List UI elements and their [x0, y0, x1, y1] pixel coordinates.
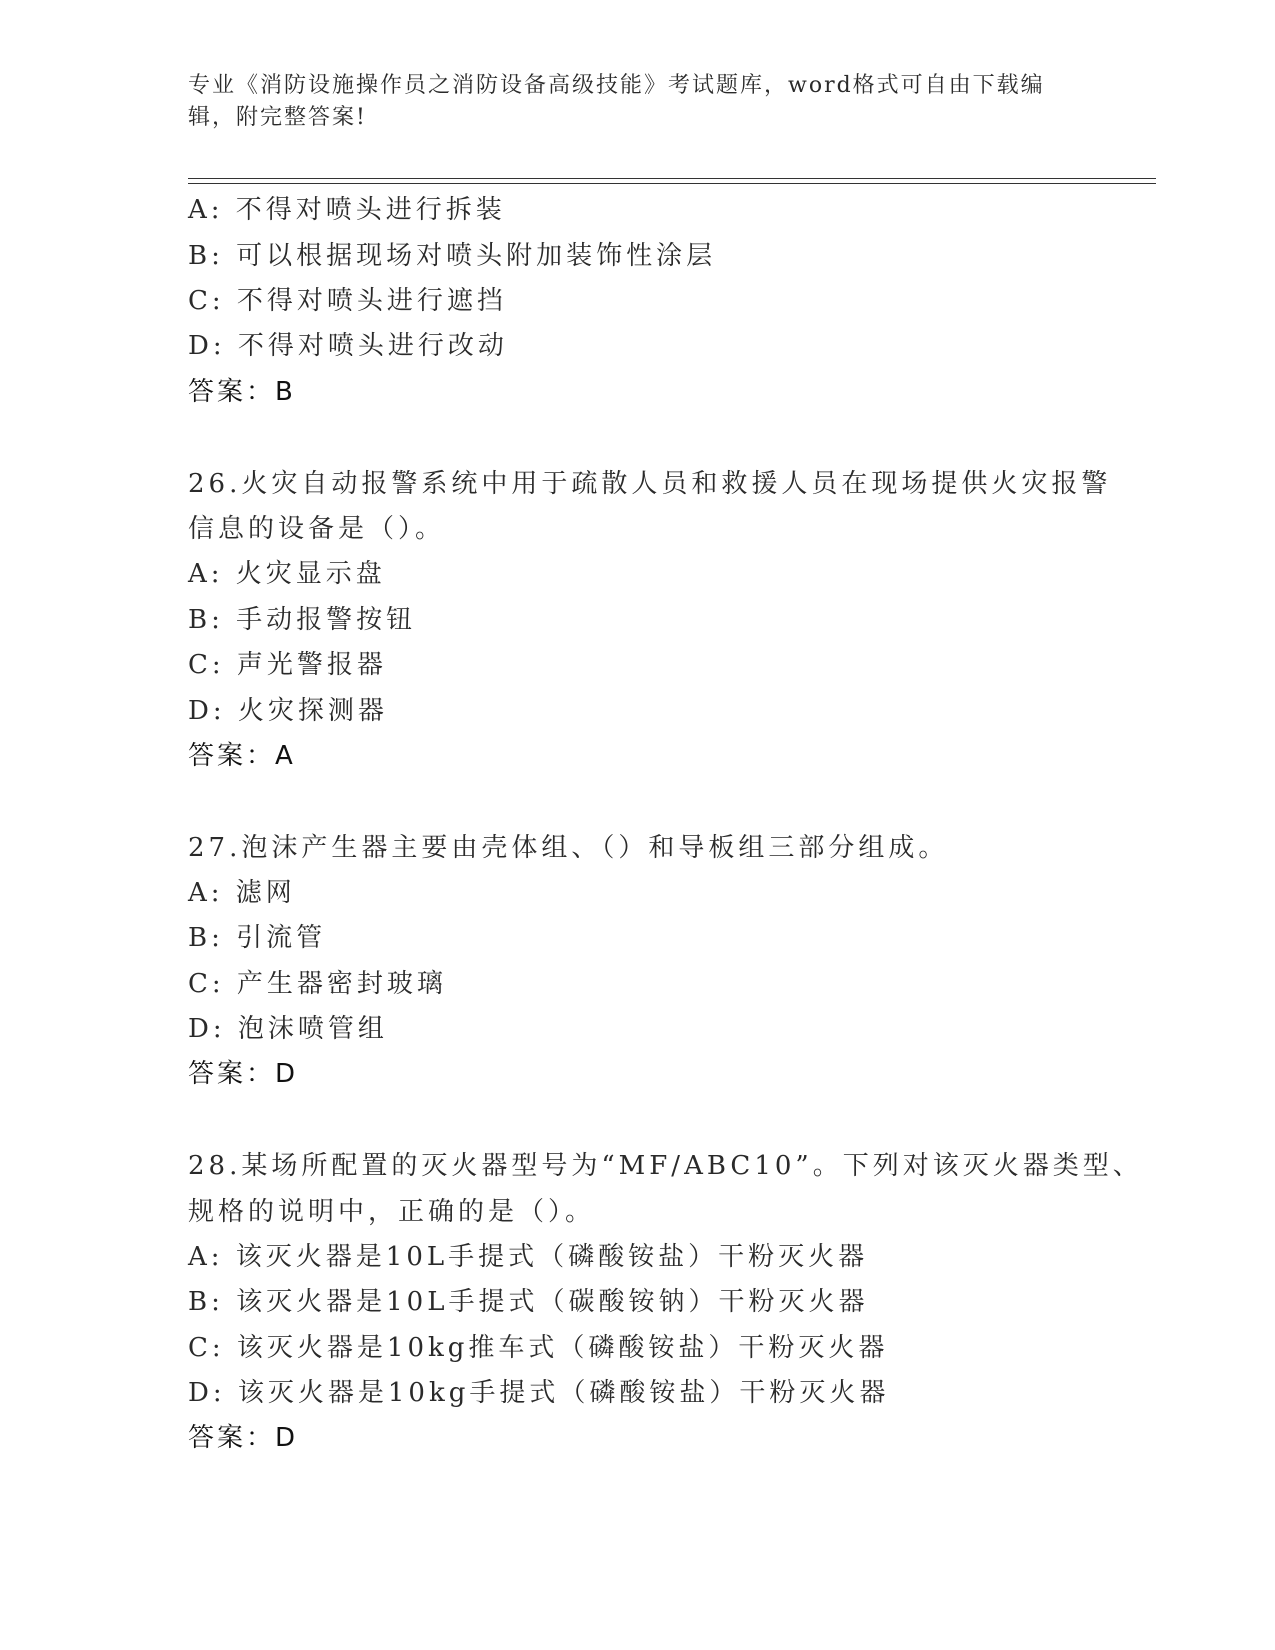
q26-option-b: B: 手动报警按钮	[188, 605, 417, 635]
document-header: 专业《消防设施操作员之消防设备高级技能》考试题库，word格式可自由下载编辑，附完整答案!	[188, 73, 1045, 130]
q26-option-a: A: 火灾显示盘	[188, 559, 386, 589]
q28-stem-line-1: 28.某场所配置的灭火器型号为“MF/ABC10”。下列对该灭火器类型、	[188, 1151, 1143, 1181]
q27-option-d: D: 泡沫喷管组	[188, 1014, 388, 1044]
q27-stem-line-1: 27.泡沫产生器主要由壳体组、（）和导板组三部分组成。	[188, 833, 949, 863]
q28-answer: 答案：D	[188, 1423, 299, 1453]
q26-option-c: C: 声光警报器	[188, 650, 387, 680]
q27-option-a: A: 滤网	[188, 878, 296, 908]
q28-option-d: D: 该灭火器是10kg手提式（磷酸铵盐）干粉灭火器	[188, 1378, 890, 1408]
q28-stem-line-2: 规格的说明中，正确的是（）。	[188, 1197, 596, 1227]
q28-option-c: C: 该灭火器是10kg推车式（磷酸铵盐）干粉灭火器	[188, 1333, 889, 1363]
q25-option-d: D: 不得对喷头进行改动	[188, 331, 508, 361]
q25-answer: 答案：B	[188, 377, 296, 407]
q28-option-a: A: 该灭火器是10L手提式（磷酸铵盐）干粉灭火器	[188, 1242, 869, 1272]
q27-option-c: C: 产生器密封玻璃	[188, 969, 447, 999]
q26-stem-line-1: 26.火灾自动报警系统中用于疏散人员和救援人员在现场提供火灾报警	[188, 469, 1112, 499]
q27-option-b: B: 引流管	[188, 923, 327, 953]
q25-option-a: A: 不得对喷头进行拆装	[188, 195, 506, 225]
q26-option-d: D: 火灾探测器	[188, 696, 388, 726]
header-divider-bottom	[188, 183, 1156, 184]
q25-option-b: B: 可以根据现场对喷头附加装饰性涂层	[188, 241, 717, 271]
q26-answer: 答案：A	[188, 741, 296, 771]
header-divider-top	[188, 178, 1156, 179]
q26-stem-line-2: 信息的设备是（）。	[188, 514, 446, 544]
q28-option-b: B: 该灭火器是10L手提式（碳酸铵钠）干粉灭火器	[188, 1287, 869, 1317]
q25-option-c: C: 不得对喷头进行遮挡	[188, 286, 507, 316]
q27-answer: 答案：D	[188, 1059, 299, 1089]
